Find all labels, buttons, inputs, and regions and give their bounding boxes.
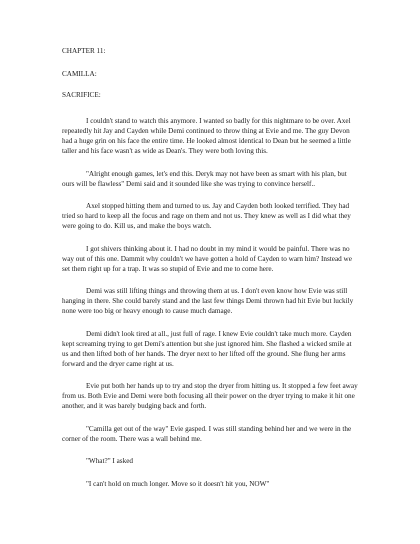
paragraph-4: I got shivers thinking about it. I had no doubt in my mind it would be painful. There was no way out of this one. Dammit why couldn't we have gotten a hold of Cayden to warn him? Instead we set them right up for a trap. It was so stupid of Evie and me to come here. bbox=[62, 244, 352, 273]
chapter-heading: CHAPTER 11: bbox=[62, 47, 106, 55]
paragraph-1: I couldn't stand to watch this anymore. I wanted so badly for this nightmare to be over. Axel repeatedly hit Jay and Cayden while Demi continued to throw thing at Evie and me. The guy Devon had a huge grin on his face the entire time. He looked almost identical to Dean but he seemed a little taller and his face wasn't as wide as Dean's. They were both loving this. bbox=[62, 117, 351, 155]
paragraph-2: "Alright enough games, let's end this. Deryk may not have been as smart with his plan, but ours will be flawless" Demi said and it sounded like she was trying to convince herself.. bbox=[62, 169, 347, 188]
paragraph-8: "Camilla get out of the way" Evie gasped. I was still standing behind her and we were in the corner of the room. There was a wall behind me. bbox=[62, 424, 352, 443]
paragraph-6: Demi didn't look tired at all., just full of rage. I knew Evie couldn't take much more. Cayden kept screaming trying to get Demi's attention but she just ignored him. She flashed a wicked smile at us and then lifted both of her hands. The dryer next to her lifted off the ground. She flung her arms forward and the dryer came right at us. bbox=[62, 329, 352, 368]
paragraph-5: Demi was still lifting things and throwing them at us. I don't even know how Evie was still hanging in there. She could barely stand and the last few things Demi thrown had hit Evie but luckily none were too big or heavy enough to cause much damage. bbox=[62, 287, 354, 315]
paragraph-10: "I can't hold on much longer. Move so it doesn't hit you, NOW" bbox=[86, 479, 270, 488]
chapter-body bbox=[62, 116, 358, 489]
paragraph-7: Evie put both her hands up to try and stop the dryer from hitting us. It stopped a few feet away from us. Both Evie and Demi were both focusing all their power on the dryer trying to make it hit one another, and it was barely budging back and forth. bbox=[62, 382, 358, 410]
section-heading: SACRIFICE: bbox=[62, 91, 101, 99]
paragraph-3: Axel stopped hitting them and turned to us. Jay and Cayden both looked terrified. They had tried so hard to keep all the focus and rage on them and not us. They knew as well as I did what they were going to do. Kill us, and make the boys watch. bbox=[62, 202, 351, 230]
paragraph-9: "What?" I asked bbox=[86, 457, 133, 465]
pov-heading: CAMILLA: bbox=[62, 70, 97, 78]
